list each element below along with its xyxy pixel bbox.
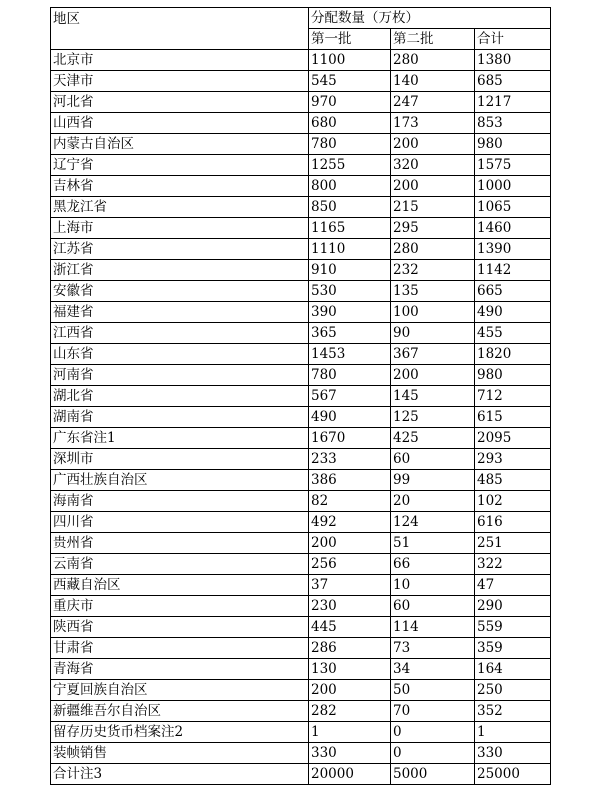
table-row — [51, 134, 551, 155]
table-header — [51, 8, 551, 50]
batch2-cell: 70 — [391, 701, 475, 722]
region-cell: 合计注3 — [51, 764, 309, 785]
batch2-cell: 90 — [391, 323, 475, 344]
region-cell: 贵州省 — [51, 533, 309, 554]
batch1-cell: 490 — [309, 407, 391, 428]
region-cell: 深圳市 — [51, 449, 309, 470]
total-cell: 685 — [475, 71, 551, 92]
batch2-cell: 99 — [391, 470, 475, 491]
region-cell: 浙江省 — [51, 260, 309, 281]
batch2-cell: 5000 — [391, 764, 475, 785]
total-cell: 665 — [475, 281, 551, 302]
total-cell: 164 — [475, 659, 551, 680]
batch1-cell: 37 — [309, 575, 391, 596]
total-cell: 1000 — [475, 176, 551, 197]
table-row — [51, 617, 551, 638]
batch1-cell: 256 — [309, 554, 391, 575]
batch2-cell: 135 — [391, 281, 475, 302]
table-row — [51, 155, 551, 176]
total-cell: 455 — [475, 323, 551, 344]
total-cell: 980 — [475, 134, 551, 155]
region-cell: 山西省 — [51, 113, 309, 134]
total-cell: 359 — [475, 638, 551, 659]
table-row — [51, 701, 551, 722]
batch1-cell: 20000 — [309, 764, 391, 785]
table-row — [51, 50, 551, 71]
total-cell: 980 — [475, 365, 551, 386]
batch1-cell: 390 — [309, 302, 391, 323]
table-row — [51, 554, 551, 575]
region-cell: 甘肃省 — [51, 638, 309, 659]
region-cell: 重庆市 — [51, 596, 309, 617]
region-cell: 广东省注1 — [51, 428, 309, 449]
table-row — [51, 470, 551, 491]
batch1-header: 第一批 — [309, 29, 391, 50]
batch1-cell: 910 — [309, 260, 391, 281]
batch1-cell: 130 — [309, 659, 391, 680]
batch1-cell: 1670 — [309, 428, 391, 449]
batch2-cell: 200 — [391, 176, 475, 197]
batch1-cell: 200 — [309, 680, 391, 701]
batch2-cell: 215 — [391, 197, 475, 218]
header-row-1 — [51, 8, 551, 29]
table-row — [51, 722, 551, 743]
batch1-cell: 1110 — [309, 239, 391, 260]
total-cell: 1575 — [475, 155, 551, 176]
table-row — [51, 743, 551, 764]
total-cell: 559 — [475, 617, 551, 638]
total-cell: 25000 — [475, 764, 551, 785]
table-row — [51, 491, 551, 512]
total-cell: 1380 — [475, 50, 551, 71]
batch2-cell: 66 — [391, 554, 475, 575]
table-row — [51, 407, 551, 428]
batch2-cell: 50 — [391, 680, 475, 701]
total-cell: 712 — [475, 386, 551, 407]
region-cell: 陕西省 — [51, 617, 309, 638]
batch1-cell: 1165 — [309, 218, 391, 239]
batch2-cell: 20 — [391, 491, 475, 512]
region-cell: 装帧销售 — [51, 743, 309, 764]
total-cell: 251 — [475, 533, 551, 554]
table-row — [51, 386, 551, 407]
batch1-cell: 233 — [309, 449, 391, 470]
batch1-cell: 800 — [309, 176, 391, 197]
table-row — [51, 365, 551, 386]
batch2-header: 第二批 — [391, 29, 475, 50]
region-cell: 青海省 — [51, 659, 309, 680]
total-cell: 490 — [475, 302, 551, 323]
region-cell: 江苏省 — [51, 239, 309, 260]
batch2-cell: 60 — [391, 449, 475, 470]
batch1-cell: 1255 — [309, 155, 391, 176]
total-cell: 322 — [475, 554, 551, 575]
batch1-cell: 365 — [309, 323, 391, 344]
batch1-cell: 680 — [309, 113, 391, 134]
total-cell: 615 — [475, 407, 551, 428]
table-row — [51, 302, 551, 323]
total-cell: 1065 — [475, 197, 551, 218]
batch2-cell: 145 — [391, 386, 475, 407]
batch1-cell: 780 — [309, 134, 391, 155]
batch1-cell: 492 — [309, 512, 391, 533]
region-cell: 内蒙古自治区 — [51, 134, 309, 155]
batch1-cell: 1453 — [309, 344, 391, 365]
batch1-cell: 850 — [309, 197, 391, 218]
table-row — [51, 176, 551, 197]
region-cell: 河南省 — [51, 365, 309, 386]
table-row — [51, 680, 551, 701]
batch1-cell: 970 — [309, 92, 391, 113]
batch2-cell: 125 — [391, 407, 475, 428]
total-cell: 290 — [475, 596, 551, 617]
table-row — [51, 113, 551, 134]
table-row — [51, 533, 551, 554]
table-row — [51, 575, 551, 596]
region-cell: 湖北省 — [51, 386, 309, 407]
batch1-cell: 82 — [309, 491, 391, 512]
region-header: 地区 — [51, 8, 309, 50]
batch1-cell: 530 — [309, 281, 391, 302]
region-cell: 山东省 — [51, 344, 309, 365]
region-cell: 福建省 — [51, 302, 309, 323]
table-row — [51, 638, 551, 659]
batch2-cell: 280 — [391, 239, 475, 260]
total-cell: 250 — [475, 680, 551, 701]
table-row — [51, 512, 551, 533]
batch2-cell: 367 — [391, 344, 475, 365]
table-row — [51, 449, 551, 470]
region-cell: 安徽省 — [51, 281, 309, 302]
total-cell: 853 — [475, 113, 551, 134]
region-cell: 吉林省 — [51, 176, 309, 197]
total-cell: 293 — [475, 449, 551, 470]
table-row — [51, 344, 551, 365]
table-row — [51, 260, 551, 281]
table-row — [51, 239, 551, 260]
region-cell: 留存历史货币档案注2 — [51, 722, 309, 743]
total-cell: 1390 — [475, 239, 551, 260]
batch2-cell: 114 — [391, 617, 475, 638]
batch2-cell: 232 — [391, 260, 475, 281]
region-cell: 黑龙江省 — [51, 197, 309, 218]
batch2-cell: 60 — [391, 596, 475, 617]
region-cell: 上海市 — [51, 218, 309, 239]
batch2-cell: 124 — [391, 512, 475, 533]
batch2-cell: 320 — [391, 155, 475, 176]
batch2-cell: 100 — [391, 302, 475, 323]
region-cell: 四川省 — [51, 512, 309, 533]
batch1-cell: 286 — [309, 638, 391, 659]
batch1-cell: 1 — [309, 722, 391, 743]
table-row — [51, 659, 551, 680]
region-cell: 西藏自治区 — [51, 575, 309, 596]
total-cell: 1 — [475, 722, 551, 743]
allocation-group-header: 分配数量（万枚） — [309, 8, 551, 29]
batch2-cell: 0 — [391, 743, 475, 764]
region-cell: 北京市 — [51, 50, 309, 71]
batch2-cell: 425 — [391, 428, 475, 449]
batch1-cell: 282 — [309, 701, 391, 722]
total-cell: 102 — [475, 491, 551, 512]
batch2-cell: 200 — [391, 365, 475, 386]
region-cell: 河北省 — [51, 92, 309, 113]
table-row — [51, 428, 551, 449]
batch2-cell: 173 — [391, 113, 475, 134]
table-row — [51, 197, 551, 218]
batch1-cell: 230 — [309, 596, 391, 617]
table-body — [51, 50, 551, 785]
total-cell: 330 — [475, 743, 551, 764]
total-cell: 1820 — [475, 344, 551, 365]
batch1-cell: 445 — [309, 617, 391, 638]
batch1-cell: 200 — [309, 533, 391, 554]
region-cell: 湖南省 — [51, 407, 309, 428]
batch1-cell: 1100 — [309, 50, 391, 71]
region-cell: 新疆维吾尔自治区 — [51, 701, 309, 722]
region-cell: 海南省 — [51, 491, 309, 512]
region-cell: 天津市 — [51, 71, 309, 92]
total-cell: 1217 — [475, 92, 551, 113]
total-header: 合计 — [475, 29, 551, 50]
total-cell: 1142 — [475, 260, 551, 281]
table-row — [51, 218, 551, 239]
batch2-cell: 140 — [391, 71, 475, 92]
region-cell: 云南省 — [51, 554, 309, 575]
total-cell: 352 — [475, 701, 551, 722]
batch2-cell: 295 — [391, 218, 475, 239]
batch2-cell: 247 — [391, 92, 475, 113]
table-row — [51, 764, 551, 785]
batch2-cell: 34 — [391, 659, 475, 680]
total-cell: 485 — [475, 470, 551, 491]
total-cell: 1460 — [475, 218, 551, 239]
table-row — [51, 71, 551, 92]
total-cell: 2095 — [475, 428, 551, 449]
batch1-cell: 780 — [309, 365, 391, 386]
region-cell: 宁夏回族自治区 — [51, 680, 309, 701]
table-row — [51, 323, 551, 344]
batch2-cell: 0 — [391, 722, 475, 743]
table-row — [51, 596, 551, 617]
allocation-table — [50, 7, 551, 785]
region-cell: 广西壮族自治区 — [51, 470, 309, 491]
batch2-cell: 10 — [391, 575, 475, 596]
region-cell: 江西省 — [51, 323, 309, 344]
batch2-cell: 73 — [391, 638, 475, 659]
table-row — [51, 281, 551, 302]
total-cell: 47 — [475, 575, 551, 596]
batch2-cell: 51 — [391, 533, 475, 554]
batch2-cell: 200 — [391, 134, 475, 155]
batch1-cell: 567 — [309, 386, 391, 407]
table-row — [51, 92, 551, 113]
batch2-cell: 280 — [391, 50, 475, 71]
region-cell: 辽宁省 — [51, 155, 309, 176]
batch1-cell: 330 — [309, 743, 391, 764]
total-cell: 616 — [475, 512, 551, 533]
batch1-cell: 545 — [309, 71, 391, 92]
batch1-cell: 386 — [309, 470, 391, 491]
